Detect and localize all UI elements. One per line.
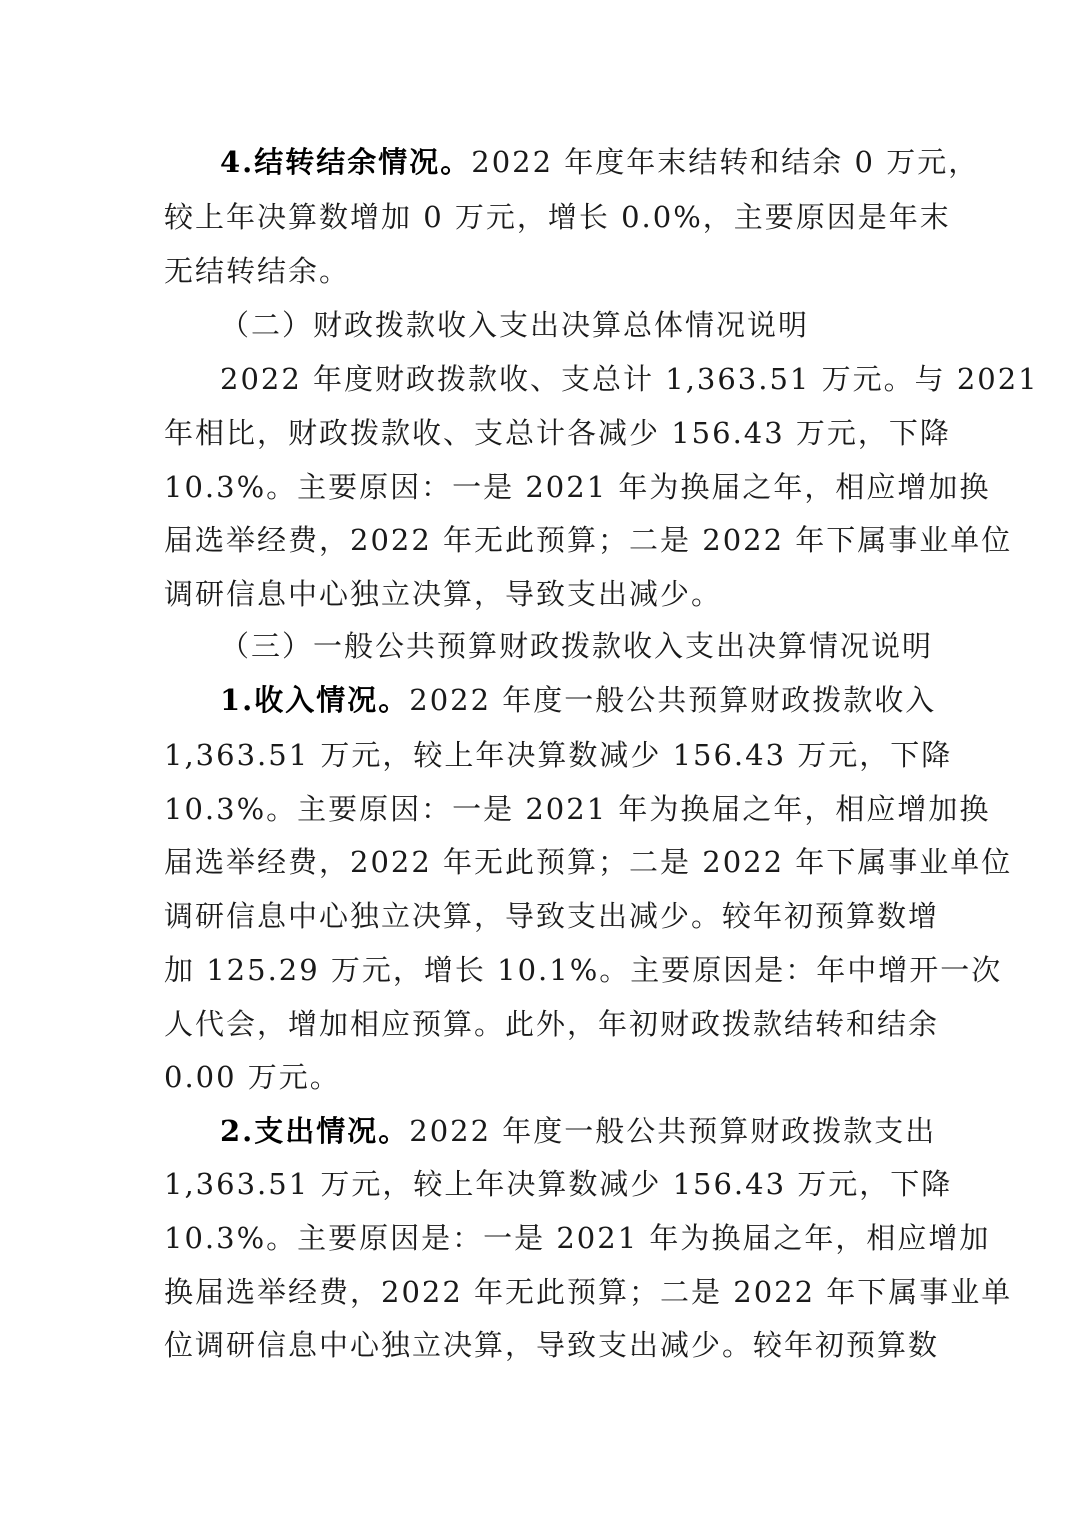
section-heading: （二）财政拨款收入支出决算总体情况说明 xyxy=(220,308,810,342)
paragraph-line: 位调研信息中心独立决算，导致支出减少。较年初预算数 xyxy=(164,1328,940,1362)
paragraph-line: 届选举经费，2022 年无此预算；二是 2022 年下属事业单位 xyxy=(164,845,1013,879)
section-heading: （三）一般公共预算财政拨款收入支出决算情况说明 xyxy=(220,629,934,663)
paragraph-line xyxy=(220,1104,936,1158)
paragraph-line xyxy=(220,135,979,189)
paragraph-line: 1,363.51 万元，较上年决算数减少 156.43 万元，下降 xyxy=(164,1167,953,1201)
paragraph-line: 换届选举经费，2022 年无此预算；二是 2022 年下属事业单 xyxy=(164,1275,1013,1309)
paragraph-line: 10.3%。主要原因是：一是 2021 年为换届之年，相应增加 xyxy=(164,1221,991,1255)
paragraph-line: 较上年决算数增加 0 万元，增长 0.0%，主要原因是年末 xyxy=(164,200,951,234)
paragraph-line: 0.00 万元。 xyxy=(164,1060,341,1094)
paragraph-text: 2022 年度一般公共预算财政拨款收入 xyxy=(409,683,937,717)
paragraph-text: 2022 年度一般公共预算财政拨款支出 xyxy=(409,1114,937,1148)
paragraph-heading: 4.结转结余情况。 xyxy=(220,145,472,179)
paragraph-heading: 1.收入情况。 xyxy=(220,683,410,717)
paragraph-heading: 2.支出情况。 xyxy=(220,1114,410,1148)
paragraph-text: 2022 年度年末结转和结余 0 万元， xyxy=(471,145,980,179)
paragraph-line: 10.3%。主要原因：一是 2021 年为换届之年，相应增加换 xyxy=(164,470,991,504)
paragraph-line: 加 125.29 万元，增长 10.1%。主要原因是：年中增开一次 xyxy=(164,953,1003,987)
paragraph-line: 人代会，增加相应预算。此外，年初财政拨款结转和结余 xyxy=(164,1007,940,1041)
paragraph-line: 调研信息中心独立决算，导致支出减少。 xyxy=(164,577,723,611)
paragraph-line: 年相比，财政拨款收、支总计各减少 156.43 万元，下降 xyxy=(164,416,951,450)
paragraph-line: 届选举经费，2022 年无此预算；二是 2022 年下属事业单位 xyxy=(164,523,1013,557)
paragraph-line: 调研信息中心独立决算，导致支出减少。较年初预算数增 xyxy=(164,899,940,933)
paragraph-line: 2022 年度财政拨款收、支总计 1,363.51 万元。与 2021 xyxy=(220,362,1039,396)
paragraph-line: 无结转结余。 xyxy=(164,254,351,288)
paragraph-line: 1,363.51 万元，较上年决算数减少 156.43 万元，下降 xyxy=(164,738,953,772)
paragraph-line: 10.3%。主要原因：一是 2021 年为换届之年，相应增加换 xyxy=(164,792,991,826)
paragraph-line xyxy=(220,673,936,727)
